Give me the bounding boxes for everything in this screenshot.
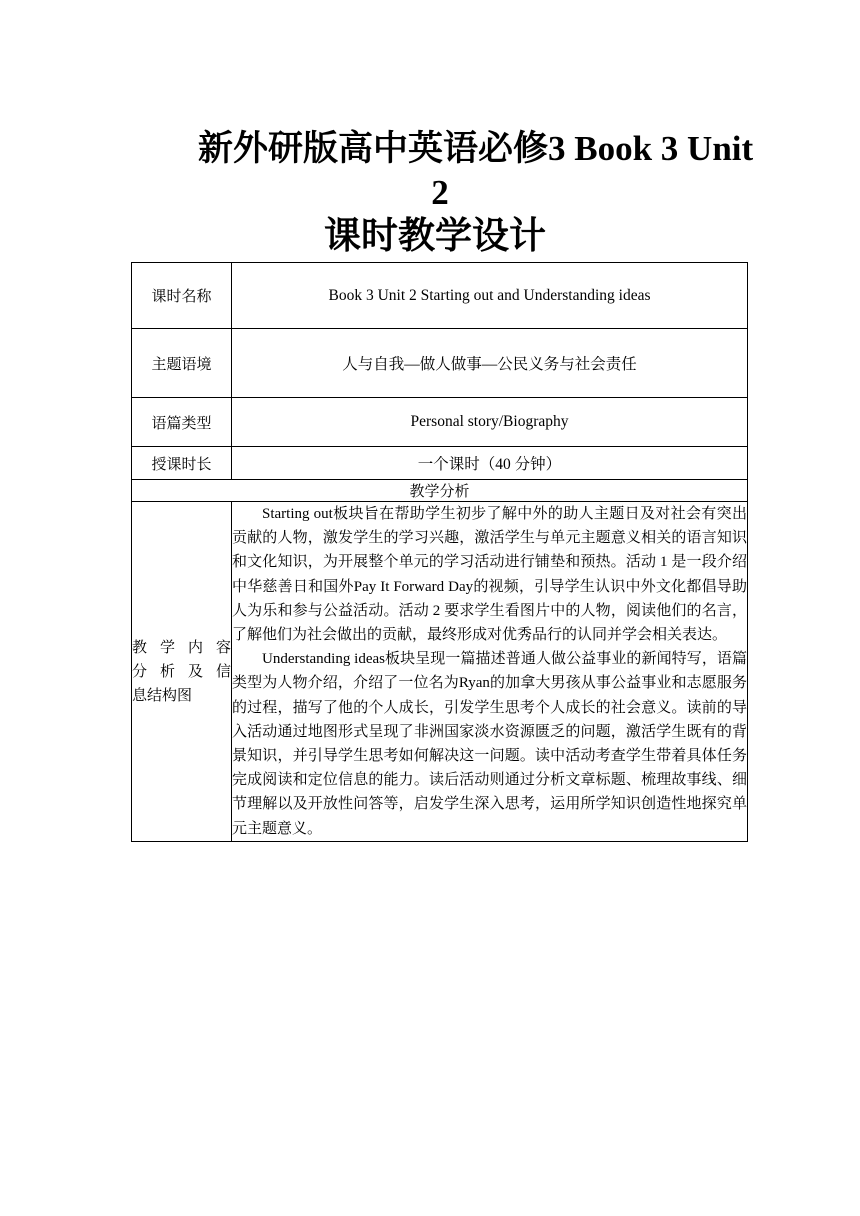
analysis-paragraph: Understanding ideas板块呈现一篇描述普通人做公益事业的新闻特写，语篇类型为人物介绍，介绍了一位名为Ryan的加拿大男孩从事公益事业和志愿服务的过程，描写了他的个人成长，引发学生思考个人成长的社会意义。读前的导入活动通过地图形式呈现了非洲国家淡水资源匮乏的问题，激活学生既有的背景知识，并引导学生思考如何解决这一问题。读中活动考查学生带着具体任务完成阅读和定位信息的能力。读后活动则通过分析文章标题、梳理故事线、细节理解以及开放性问答等，启发学生深入思考，运用所学知识创造性地探究单元主题意义。 — [232, 651, 747, 837]
title-line-1: 新外研版高中英语必修3 Book 3 Unit — [198, 129, 754, 168]
analysis-paragraph: Starting out板块旨在帮助学生初步了解中外的助人主题日及对社会有突出贡献的人物，激发学生的学习兴趣，激活学生与单元主题意义相关的语言知识和文化知识，为开展整个单元的学习活动进行铺垫和预热。活动 1 是一段介绍中华慈善日和国外Pay It Forward Day的视频，引导学生认识中外文化都倡导助人为乐和参与公益活动。活动 2 要求学生看图片中的人物，阅读他们的名言，了解他们为社会做出的贡献，最终形成对优秀品行的认同并学会相关表达。 — [232, 506, 747, 644]
table-row — [132, 398, 748, 447]
analysis-label-line: 息结构图 — [132, 686, 193, 705]
analysis-label — [132, 502, 232, 842]
analysis-label-line: 分 析 及 信 — [132, 662, 231, 681]
lesson-design-table — [131, 262, 748, 842]
table-row — [132, 329, 748, 398]
row-label: 主题语境 — [132, 329, 232, 398]
table-row — [132, 263, 748, 329]
analysis-label-line: 教 学 内 容 — [132, 638, 231, 657]
title-line-2: 2 — [431, 173, 449, 212]
analysis-row — [132, 502, 748, 842]
section-header: 教学分析 — [132, 480, 748, 502]
row-value: Book 3 Unit 2 Starting out and Understanding ideas — [232, 263, 748, 329]
title-line-3: 课时教学设计 — [324, 216, 546, 257]
row-value: 人与自我—做人做事—公民义务与社会责任 — [232, 329, 748, 398]
document-title — [130, 127, 754, 259]
row-label: 课时名称 — [132, 263, 232, 329]
section-header-row — [132, 480, 748, 502]
row-value: Personal story/Biography — [232, 398, 748, 447]
analysis-content — [232, 502, 748, 842]
row-label: 语篇类型 — [132, 398, 232, 447]
row-label: 授课时长 — [132, 447, 232, 480]
row-value: 一个课时（40 分钟） — [232, 447, 748, 480]
table-row — [132, 447, 748, 480]
